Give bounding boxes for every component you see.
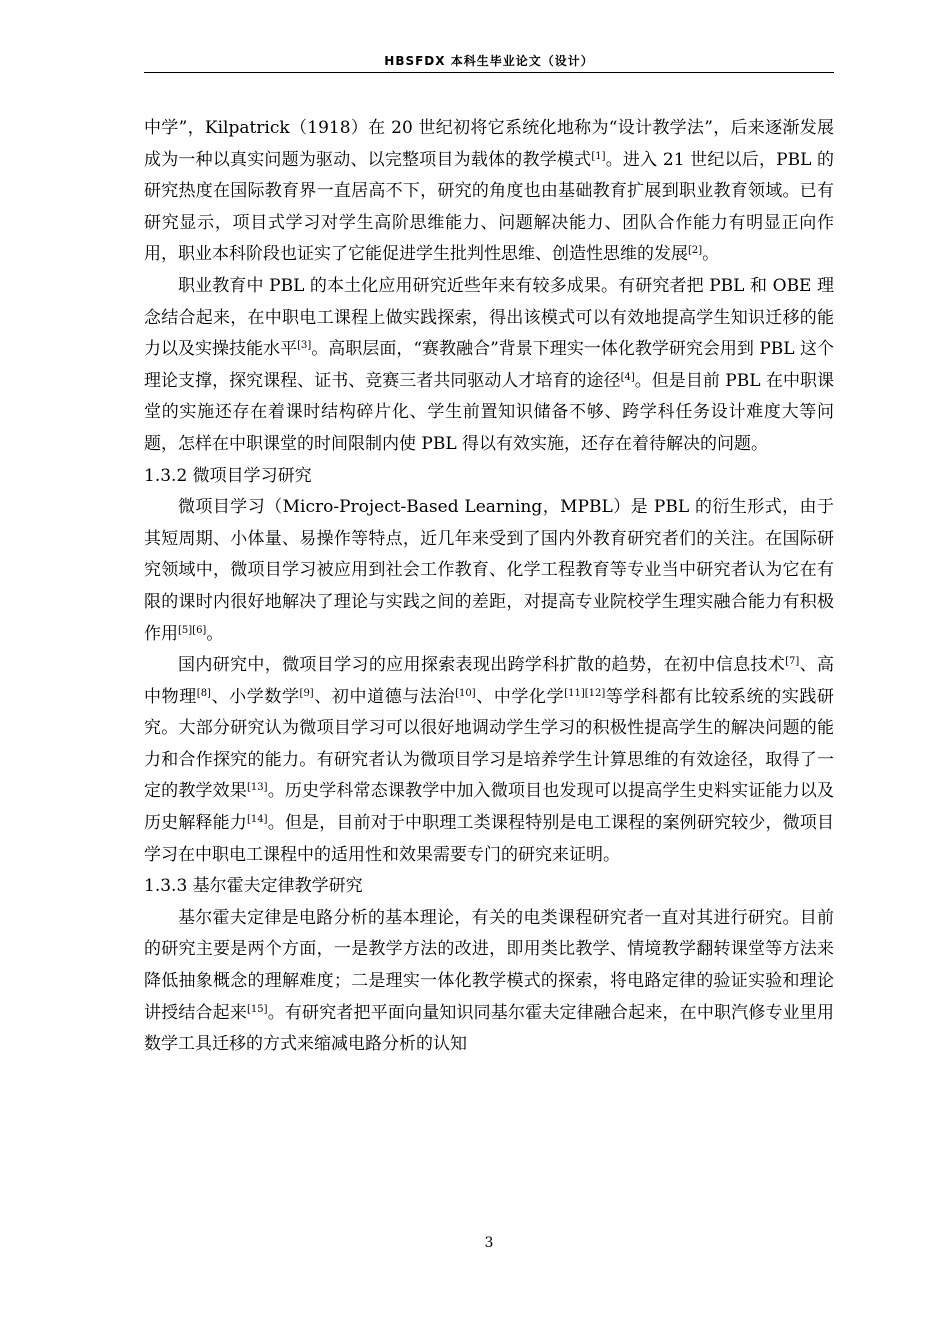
citation: [2] — [688, 245, 703, 257]
text-run: 等学科都有比较系统的实践研究。大部分研究认为微项目学习可以很好地调动学生学习的积极性提高学生的解决问题的能力和合作探究的能力。有研究者认为微项目学习是培养学生计算思维的有效途径，取得了一定的教学效果 — [144, 686, 835, 802]
text-run: 中学”，Kilpatrick（1918）在 20 世纪初将它系统化地称为“设计教学法”，后来逐渐发展成为一种以真实问题为驱动、以完整项目为载体的教学模式 — [144, 118, 834, 170]
page-header: HBSFDX 本科生毕业论文（设计） — [384, 54, 594, 68]
text-run: 、小学数学 — [210, 686, 300, 707]
text-run: 。但是，目前对于中职理工类课程特别是电工课程的案例研究较少，微项目学习在中职电工课程中的适用性和效果需要专门的研究来证明。 — [144, 813, 835, 865]
citation: [15] — [247, 1003, 268, 1015]
text-run: 。 — [206, 623, 224, 644]
paragraph-3 — [144, 492, 834, 650]
text-run: 。高职层面，“赛教融合”背景下理实一体化教学研究会用到 PBL 这个理论支撑，探究课程、证书、竞赛三者共同驱动人才培育的途径 — [144, 339, 834, 391]
page-number: 3 — [484, 1235, 494, 1251]
paragraph-4 — [144, 650, 834, 871]
citation: [5][6] — [178, 624, 207, 636]
citation: [1] — [591, 150, 606, 162]
paragraph-1 — [144, 113, 834, 271]
text-run: 。有研究者把平面向量知识同基尔霍夫定律融合起来，在中职汽修专业里用数学工具迁移的方式来缩减电路分析的认知 — [144, 1002, 835, 1055]
citation: [4] — [620, 371, 635, 383]
citation: [10] — [455, 687, 476, 699]
citation: [7] — [785, 656, 800, 668]
citation: [8] — [196, 687, 211, 699]
text-run: 微项目学习（Micro-Project-Based Learning，MPBL）是 PBL 的衍生形式，由于其短周期、小体量、易操作等特点，近几年来受到了国内外教育研究者们的关注。在国际研究领域中，微项目学习被应用到社会工作教育、化学工程教育等专业当中研究者认为它在有限的课时内很好地解决了理论与实践之间的差距，对提高专业院校学生理实融合能力有积极作用 — [144, 497, 834, 644]
citation: [14] — [247, 814, 268, 826]
section-heading-1-3-3: 1.3.3 基尔霍夫定律教学研究 — [144, 876, 363, 897]
header-rule — [144, 72, 834, 73]
citation: [11][12] — [564, 687, 606, 699]
text-run: 国内研究中，微项目学习的应用探索表现出跨学科扩散的趋势，在初中信息技术 — [178, 655, 786, 676]
text-run: 、中学化学 — [475, 686, 565, 707]
text-run: 、初中道德与法治 — [313, 686, 456, 707]
text-run: 职业教育中 PBL 的本土化应用研究近些年来有较多成果。有研究者把 PBL 和 OBE 理念结合起来，在中职电工课程上做实践探索，得出该模式可以有效地提高学生知识迁移的能力以及实操技能水平 — [144, 275, 834, 360]
text-run: 、高中物理 — [144, 655, 835, 707]
citation: [13] — [247, 782, 268, 794]
text-run: 。进入 21 世纪以后，PBL 的研究热度在国际教育界一直居高不下，研究的角度也由基础教育扩展到职业教育领域。已有研究显示，项目式学习对学生高阶思维能力、问题解决能力、团队合作能力有明显正向作用，职业本科阶段也证实了它能促进学生批判性思维、创造性思维的发展 — [144, 149, 834, 265]
text-run: 。历史学科常态课教学中加入微项目也发现可以提高学生史料实证能力以及历史解释能力 — [144, 781, 835, 834]
text-run: 。 — [702, 244, 720, 265]
text-run: 。但是目前 PBL 在中职课堂的实施还存在着课时结构碎片化、学生前置知识储备不够、跨学科任务设计难度大等问题，怎样在中职课堂的时间限制内使 PBL 得以有效实施，还存在着待解决的问题。 — [144, 370, 835, 454]
paragraph-2 — [144, 271, 834, 461]
citation: [3] — [297, 340, 312, 352]
body-text — [144, 113, 834, 1061]
paragraph-5 — [144, 903, 834, 1061]
section-heading-1-3-2: 1.3.2 微项目学习研究 — [144, 465, 312, 486]
text-run: 基尔霍夫定律是电路分析的基本理论，有关的电类课程研究者一直对其进行研究。目前的研究主要是两个方面，一是教学方法的改进，即用类比教学、情境教学翻转课堂等方法来降低抽象概念的理解难度；二是理实一体化教学模式的探索，将电路定律的验证实验和理论讲授结合起来 — [144, 907, 834, 1023]
citation: [9] — [299, 687, 314, 699]
